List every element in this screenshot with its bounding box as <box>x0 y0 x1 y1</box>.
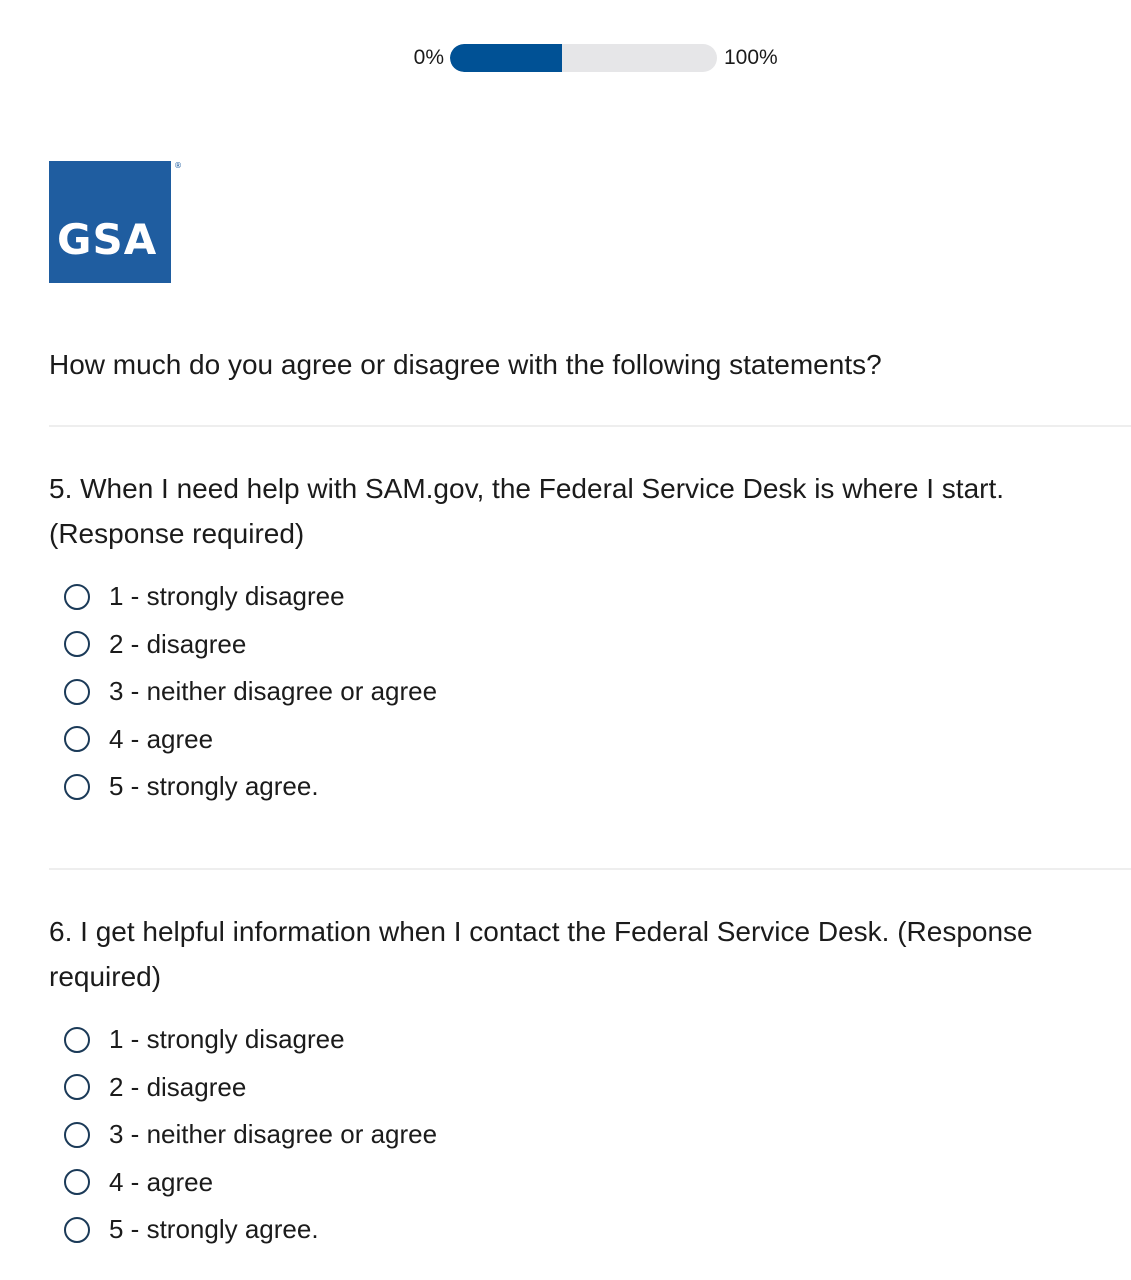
option-neither[interactable] <box>49 1111 1119 1159</box>
question-6 <box>49 909 1119 1254</box>
radio-button-icon[interactable] <box>64 1217 90 1243</box>
option-strongly-disagree[interactable] <box>49 1016 1119 1064</box>
question-5 <box>49 466 1119 811</box>
gsa-logo-text: GSA <box>57 215 158 264</box>
radio-button-icon[interactable] <box>64 1027 90 1053</box>
gsa-logo <box>49 161 171 283</box>
option-label: 4 - agree <box>109 1166 214 1197</box>
radio-button-icon[interactable] <box>64 631 90 657</box>
option-label: 2 - disagree <box>109 1071 247 1102</box>
progress-fill <box>450 44 562 72</box>
progress-track <box>450 44 717 72</box>
option-disagree[interactable] <box>49 1064 1119 1112</box>
divider <box>49 868 1131 870</box>
option-label: 3 - neither disagree or agree <box>109 676 438 707</box>
question-5-options <box>49 573 1119 811</box>
progress-max-label: 100% <box>724 46 778 69</box>
option-label: 5 - strongly agree. <box>109 1214 319 1245</box>
radio-button-icon[interactable] <box>64 584 90 610</box>
option-label: 5 - strongly agree. <box>109 771 319 802</box>
option-strongly-agree[interactable] <box>49 1206 1119 1254</box>
radio-button-icon[interactable] <box>64 774 90 800</box>
radio-button-icon[interactable] <box>64 1169 90 1195</box>
option-label: 4 - agree <box>109 723 214 754</box>
option-label: 2 - disagree <box>109 628 247 659</box>
divider <box>49 425 1131 427</box>
option-label: 3 - neither disagree or agree <box>109 1119 438 1150</box>
option-agree[interactable] <box>49 716 1119 764</box>
option-strongly-disagree[interactable] <box>49 573 1119 621</box>
option-label: 1 - strongly disagree <box>109 581 345 612</box>
radio-button-icon[interactable] <box>64 1122 90 1148</box>
survey-instructions: How much do you agree or disagree with the following statements? <box>49 349 882 380</box>
option-agree[interactable] <box>49 1159 1119 1207</box>
radio-button-icon[interactable] <box>64 679 90 705</box>
option-strongly-agree[interactable] <box>49 763 1119 811</box>
option-disagree[interactable] <box>49 621 1119 669</box>
radio-button-icon[interactable] <box>64 726 90 752</box>
progress-min-label: 0% <box>413 46 444 69</box>
question-text: 5. When I need help with SAM.gov, the Federal Service Desk is where I start. (Response required) <box>49 473 1005 549</box>
question-6-options <box>49 1016 1119 1254</box>
registered-mark: ® <box>174 161 182 170</box>
option-neither[interactable] <box>49 668 1119 716</box>
option-label: 1 - strongly disagree <box>109 1024 345 1055</box>
question-text: 6. I get helpful information when I contact the Federal Service Desk. (Response required) <box>49 916 1033 992</box>
radio-button-icon[interactable] <box>64 1074 90 1100</box>
progress-bar <box>0 43 1131 73</box>
